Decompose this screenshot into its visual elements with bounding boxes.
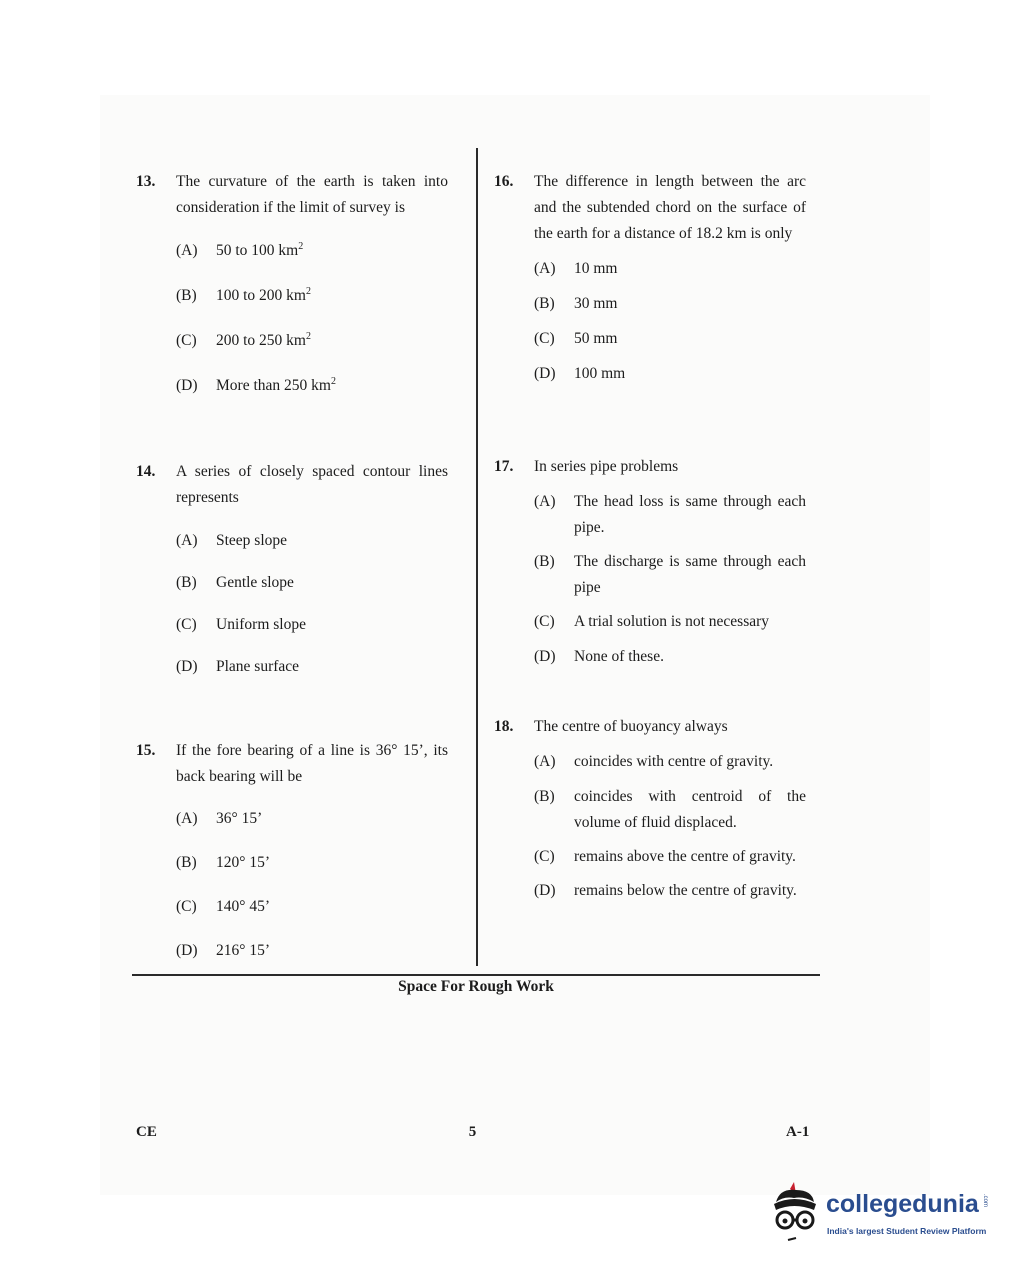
option-b: (B) 100 to 200 $km^2$ [176, 285, 311, 304]
question-stem: The curvature of the earth is taken into consideration if the limit of survey is [176, 173, 448, 216]
question-stem: The difference in length between the arc and the subtended chord on the surface of the earth for a distance of 18.2 km is only [534, 173, 806, 242]
option-a: (A) coincides with centre of gravity. [534, 753, 774, 770]
question-18 [494, 714, 806, 904]
question-number: 13. [136, 173, 156, 190]
option-d: (D) More than 250 $km^2$ [176, 375, 336, 394]
mascot-icon [766, 1180, 824, 1244]
brand-domain: .com [982, 1194, 988, 1208]
option-d: (D) 100 mm [534, 365, 626, 382]
option-a: (A) 10 mm [534, 260, 618, 277]
subject-code: CE [136, 1124, 157, 1140]
question-number: 14. [136, 463, 156, 480]
rough-work-divider [132, 974, 820, 976]
question-number: 17. [494, 458, 514, 475]
rough-work-label: Space For Rough Work [398, 978, 554, 995]
brand-tagline: India's largest Student Review Platform [827, 1226, 987, 1236]
option-b: (B) 120° 15’ [176, 854, 270, 871]
option-c: (C) 50 mm [534, 330, 618, 347]
question-13 [136, 169, 448, 399]
question-14 [136, 459, 448, 680]
option-b: (B) 30 mm [534, 295, 618, 312]
option-a: (A) Steep slope [176, 532, 288, 549]
question-number: 15. [136, 742, 156, 759]
option-a: (A) 50 to 100 $km^2$ [176, 240, 304, 259]
option-b: (B) Gentle slope [176, 574, 294, 591]
collegedunia-logo [766, 1180, 996, 1248]
question-number: 16. [494, 173, 514, 190]
question-stem: A series of closely spaced contour lines represents [176, 463, 448, 506]
option-b: (B) coincides with centroid of the volume of fluid displaced. [534, 788, 806, 831]
option-d: (D) 216° 15’ [176, 942, 270, 959]
option-c: (C) 200 to 250 $km^2$ [176, 330, 311, 349]
option-d: (D) Plane surface [176, 658, 300, 675]
booklet-series: A-1 [786, 1124, 810, 1140]
option-a: (A) The head loss is same through each pipe. [534, 493, 806, 536]
option-d: (D) remains below the centre of gravity. [534, 882, 797, 899]
option-c: (C) A trial solution is not necessary [534, 613, 770, 630]
option-c: (C) Uniform slope [176, 616, 306, 633]
question-15 [136, 738, 448, 964]
question-stem: If the fore bearing of a line is 36° 15’, its back bearing will be [176, 742, 448, 785]
question-number: 18. [494, 718, 514, 735]
question-16 [494, 169, 806, 387]
column-divider [476, 148, 478, 966]
question-stem: The centre of buoyancy always [534, 718, 728, 735]
question-stem: In series pipe problems [534, 458, 679, 475]
page-number: 5 [468, 1124, 477, 1140]
option-d: (D) None of these. [534, 648, 664, 665]
question-17 [494, 454, 806, 670]
option-a: (A) 36° 15’ [176, 810, 263, 827]
option-b: (B) The discharge is same through each pipe [534, 553, 806, 596]
brand-name: collegedunia [826, 1190, 979, 1218]
option-c: (C) 140° 45’ [176, 898, 270, 915]
option-c: (C) remains above the centre of gravity. [534, 848, 796, 865]
